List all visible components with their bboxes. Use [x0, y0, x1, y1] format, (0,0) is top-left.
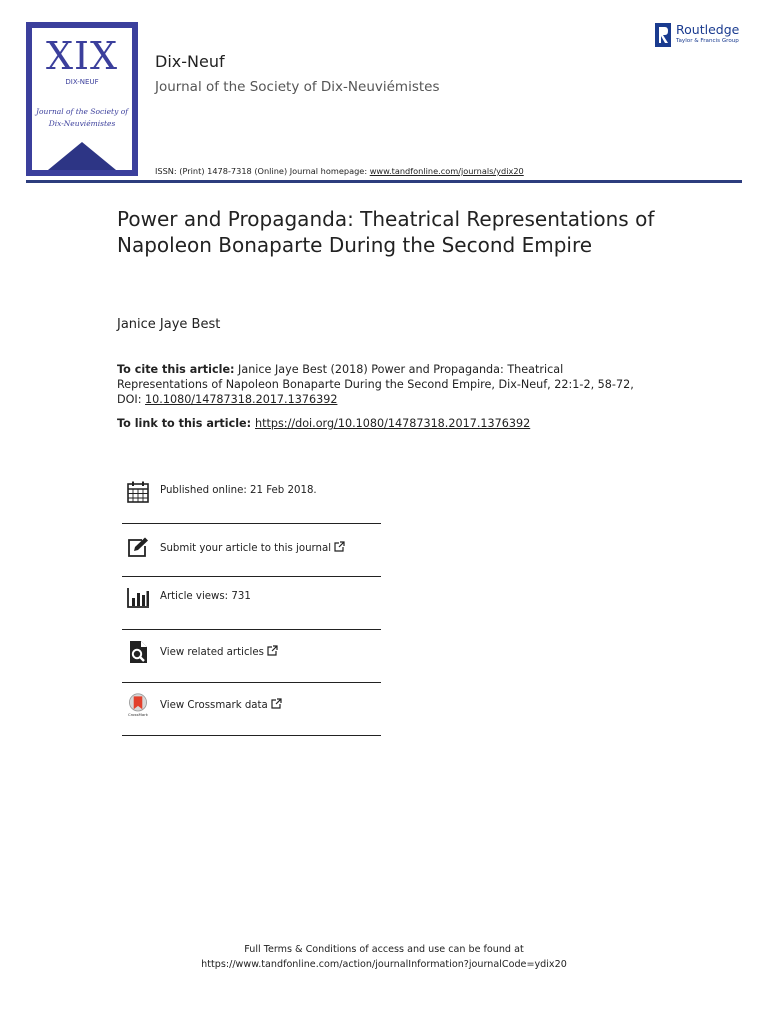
cover-subtitle-line1: Journal of the Society of — [36, 107, 128, 116]
info-divider — [122, 735, 381, 736]
journal-homepage-link[interactable]: www.tandfonline.com/journals/ydix20 — [369, 166, 524, 176]
citation-doi-link[interactable]: 10.1080/14787318.2017.1376392 — [145, 393, 338, 406]
search-document-icon — [126, 640, 150, 664]
publisher-logo[interactable] — [654, 20, 746, 50]
article-title: Power and Propaganda: Theatrical Representations of Napoleon Bonaparte During the Second Empire — [117, 207, 655, 257]
cover-subtitle — [36, 106, 128, 130]
citation-text: Janice Jaye Best (2018) Power and Propaganda: Theatrical Representations of Napoleon Bonaparte During the Second Empire, Dix-Neuf, 22:1-2, 58-72, DOI: — [117, 363, 634, 406]
info-divider — [122, 523, 381, 524]
citation-block — [117, 362, 657, 407]
journal-cover — [26, 22, 138, 176]
crossmark-badge-text: CrossMark — [127, 712, 149, 717]
cover-triangle-graphic — [32, 140, 132, 170]
related-articles-label: View related articles — [160, 647, 264, 658]
journal-subtitle: Journal of the Society of Dix-Neuviémistes — [155, 79, 440, 95]
info-divider — [122, 682, 381, 683]
external-link-icon — [334, 541, 345, 552]
cover-panel — [32, 28, 132, 170]
terms-url[interactable]: https://www.tandfonline.com/action/journalInformation?journalCode=ydix20 — [201, 959, 567, 970]
issn-text: ISSN: (Print) 1478-7318 (Online) Journal homepage: — [155, 166, 370, 176]
article-link-block — [117, 416, 657, 431]
routledge-r-icon — [654, 22, 672, 48]
submit-article-text[interactable] — [160, 541, 345, 554]
cover-name: DIX-NEUF — [65, 78, 99, 86]
link-label: To link to this article: — [117, 417, 255, 430]
crossmark-row[interactable] — [124, 693, 382, 741]
related-articles-row[interactable] — [124, 640, 382, 688]
article-views-row — [124, 586, 382, 634]
published-online-text: Published online: 21 Feb 2018. — [160, 485, 317, 496]
submit-article-label: Submit your article to this journal — [160, 543, 332, 554]
article-views-text: Article views: 731 — [160, 591, 251, 602]
published-online-row — [124, 480, 382, 528]
header-divider — [26, 180, 742, 183]
citation-label: To cite this article: — [117, 363, 235, 376]
info-divider — [122, 576, 381, 577]
publisher-name: Routledge — [676, 22, 740, 37]
cover-subtitle-line2: Dix-Neuviémistes — [48, 119, 116, 128]
external-link-icon — [271, 698, 282, 709]
related-articles-text[interactable] — [160, 645, 278, 658]
crossmark-icon — [126, 693, 150, 717]
article-doi-url[interactable]: https://doi.org/10.1080/14787318.2017.1376392 — [255, 417, 531, 430]
info-divider — [122, 629, 381, 630]
article-author: Janice Jaye Best — [117, 317, 221, 332]
terms-line: Full Terms & Conditions of access and use can be found at — [244, 944, 524, 955]
calendar-icon — [126, 480, 150, 504]
bar-chart-icon — [126, 586, 150, 610]
cover-numeral: XIX — [45, 34, 119, 78]
edit-icon — [126, 536, 150, 560]
journal-title: Dix-Neuf — [155, 52, 225, 71]
external-link-icon — [267, 645, 278, 656]
crossmark-label: View Crossmark data — [160, 700, 268, 711]
publisher-tagline: Taylor & Francis Group — [676, 38, 739, 44]
issn-line — [155, 166, 524, 176]
crossmark-text[interactable] — [160, 698, 282, 711]
terms-footer — [0, 942, 768, 972]
